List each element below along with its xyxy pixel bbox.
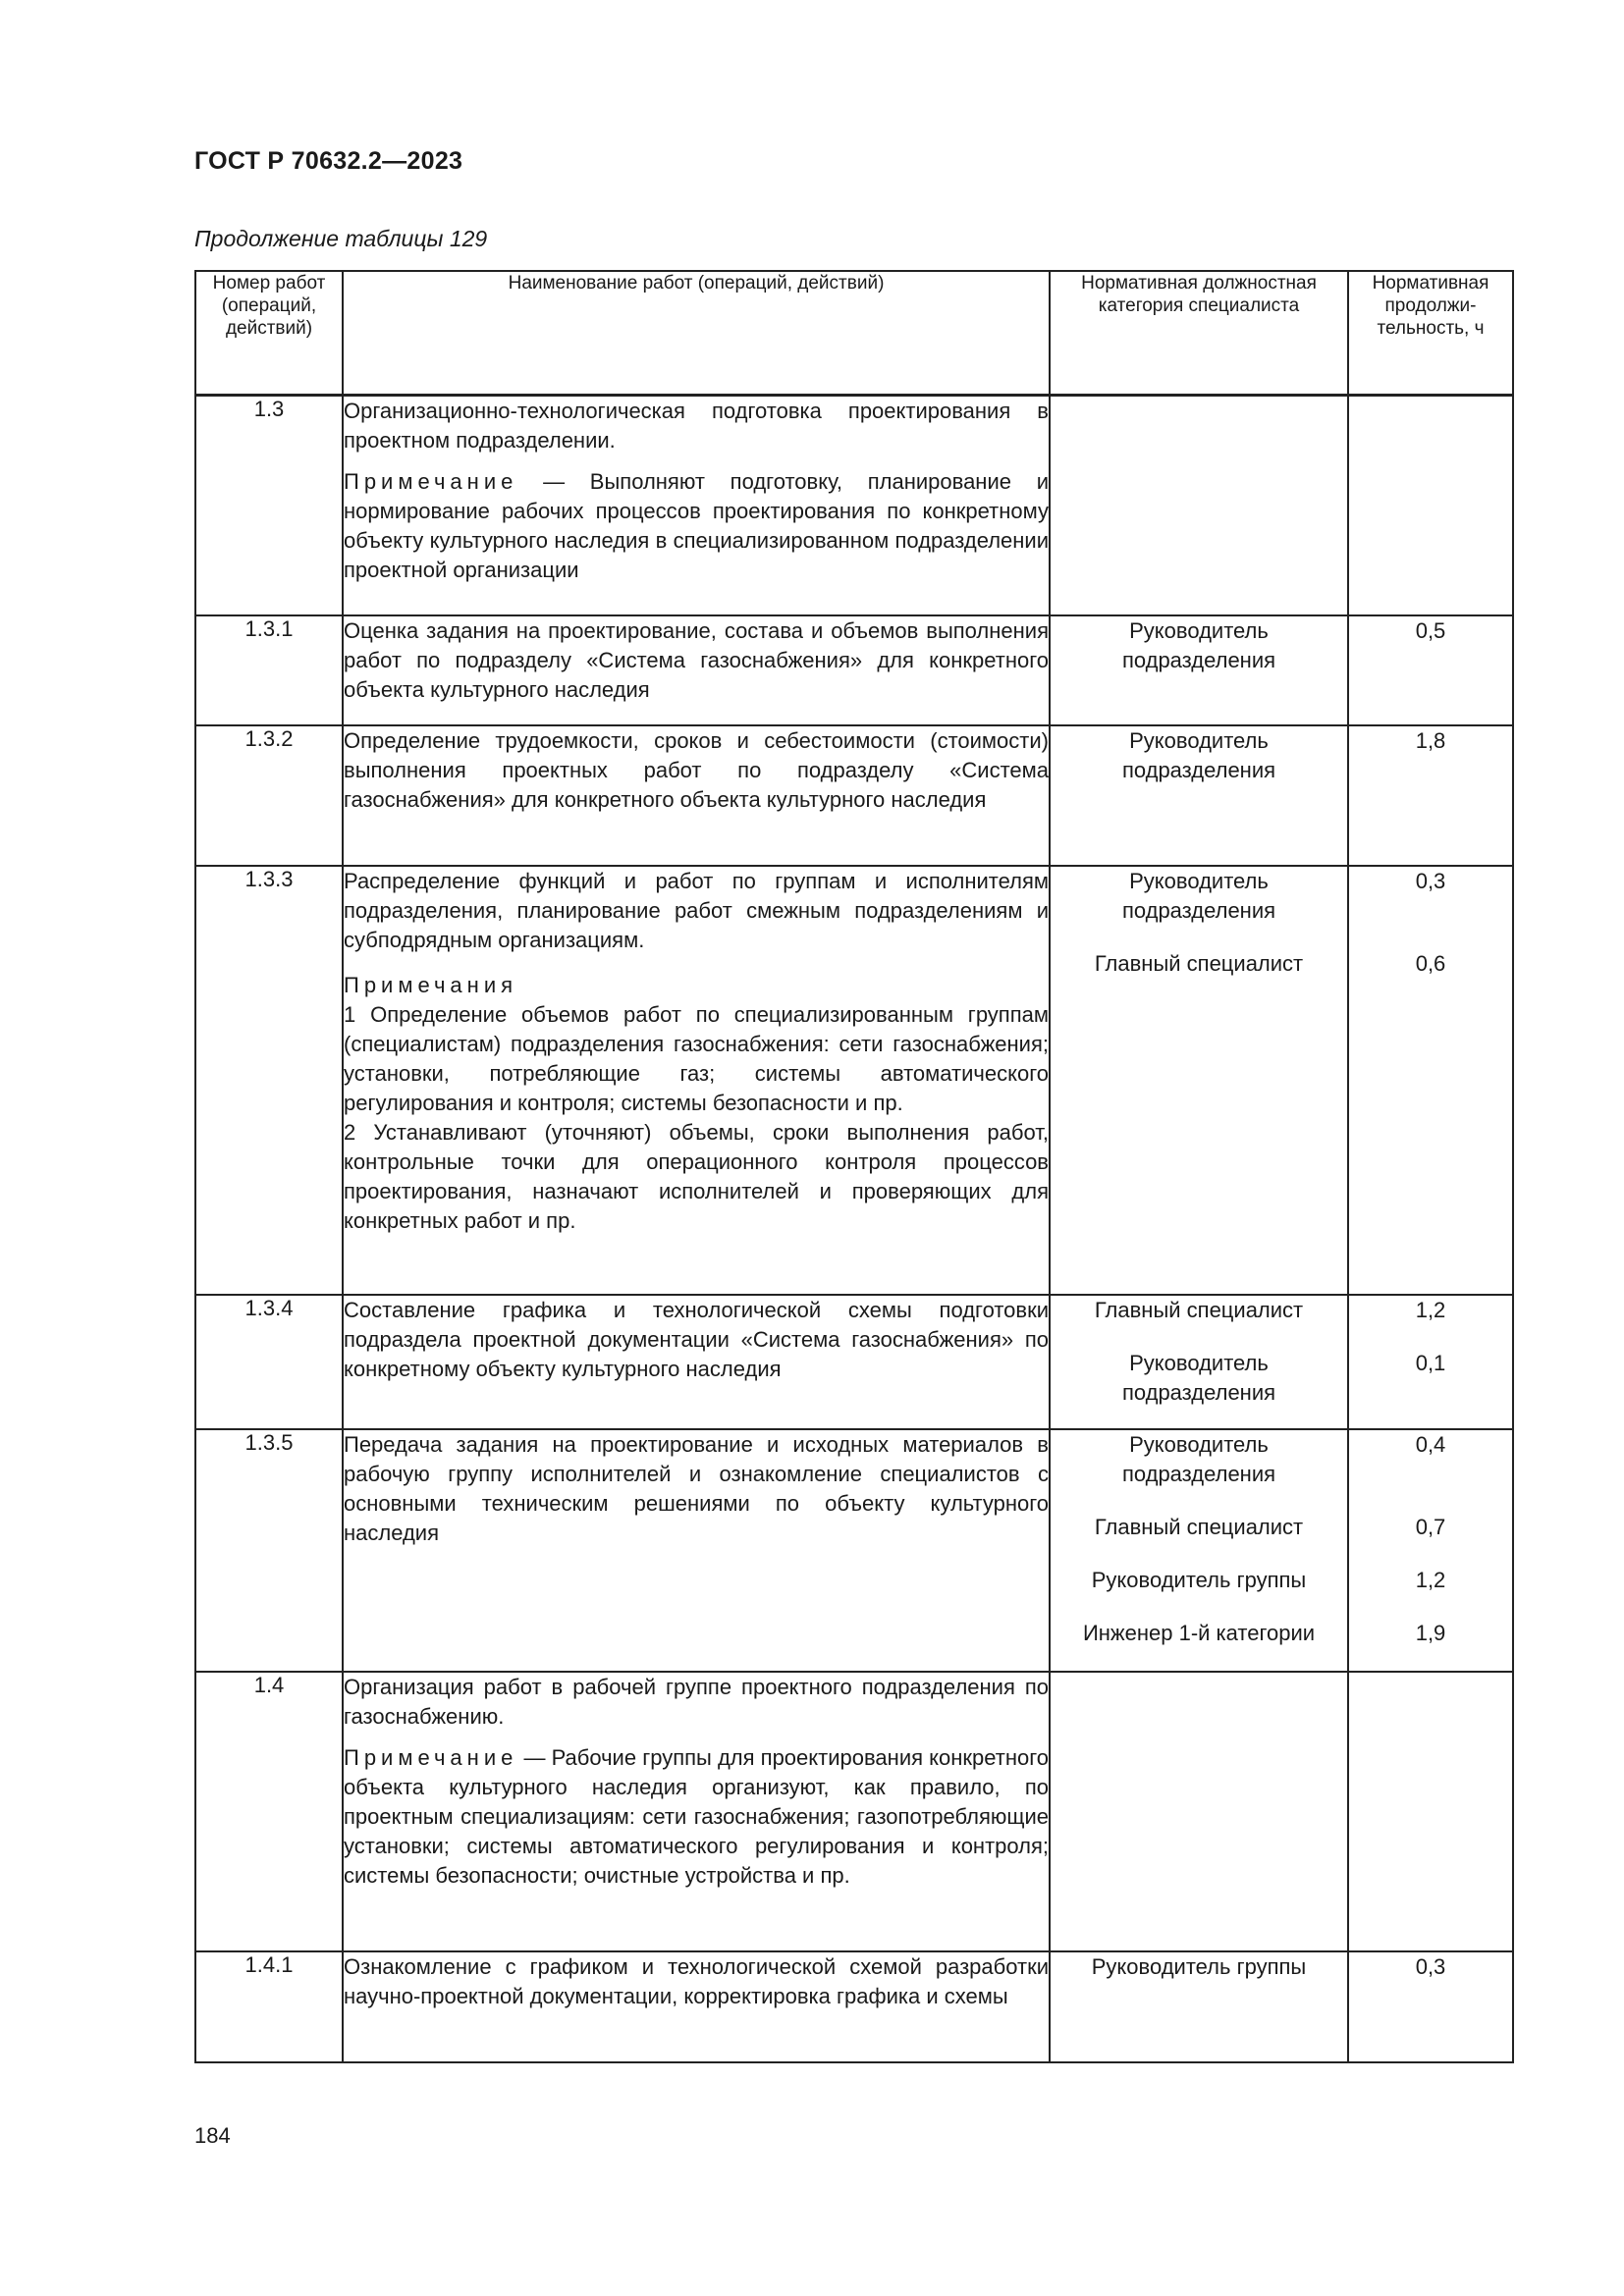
- note-label: Примечание: [344, 469, 518, 494]
- row-position: [1050, 866, 1348, 1295]
- duration-entry: 0,3: [1415, 868, 1446, 893]
- duration-entry: 0,3: [1415, 1953, 1446, 1979]
- row-notes: [344, 971, 1049, 1236]
- table-row: [195, 725, 1513, 866]
- position-entry: Руководитель подразделения: [1121, 868, 1276, 923]
- note-item: 1 Определение объемов работ по специализированным группам (специалистам) подразделения газоснабжения: сети газоснабжения; установки, потребляющие газ; системы автоматического регулирования и контроля; системы безопасности и пр.: [344, 1001, 1049, 1115]
- row-number: 1.3: [195, 396, 343, 615]
- position-entry: Главный специалист: [1094, 950, 1304, 976]
- row-number: 1.4: [195, 1672, 343, 1951]
- duration-entry: 0,1: [1415, 1350, 1446, 1375]
- row-number: 1.3.1: [195, 615, 343, 725]
- row-duration: [1348, 866, 1513, 1295]
- note-item: 2 Устанавливают (уточняют) объемы, сроки выполнения работ, контрольные точки для операционного контроля процессов проектирования, назначают исполнителей и проверяющих для конкретных работ и пр.: [344, 1119, 1049, 1233]
- row-position: [1050, 1429, 1348, 1672]
- row-name: [343, 1672, 1050, 1951]
- duration-entry: 0,7: [1415, 1514, 1446, 1539]
- row-duration: [1348, 1295, 1513, 1429]
- row-number: 1.3.5: [195, 1429, 343, 1672]
- table-row: [195, 1295, 1513, 1429]
- position-entry: Руководитель группы: [1091, 1953, 1307, 1979]
- position-entry: Руководитель подразделения: [1121, 1431, 1276, 1486]
- row-name: [343, 866, 1050, 1295]
- document-code: ГОСТ Р 70632.2—2023: [194, 147, 463, 175]
- row-text: Оценка задания на проектирование, состава и объемов выполнения работ по подразделу «Система газоснабжения» для конкретного объекта культурного наследия: [344, 617, 1049, 702]
- row-number: 1.3.3: [195, 866, 343, 1295]
- row-text: Ознакомление с графиком и технологической схемой разработки научно-проектной документации, корректировка графика и схемы: [344, 1953, 1049, 2008]
- row-name: [343, 1951, 1050, 2062]
- table-row: [195, 615, 1513, 725]
- row-number: 1.3.4: [195, 1295, 343, 1429]
- table-row: [195, 1429, 1513, 1672]
- position-entry: Руководитель подразделения: [1121, 617, 1276, 672]
- row-duration: [1348, 725, 1513, 866]
- row-name: [343, 396, 1050, 615]
- duration-entry: 1,2: [1415, 1297, 1446, 1322]
- note-label: Примечание: [344, 1744, 518, 1770]
- row-position: [1050, 396, 1348, 615]
- work-table: [194, 270, 1514, 2063]
- position-entry: Главный специалист: [1094, 1297, 1304, 1322]
- table-row: [195, 396, 1513, 615]
- row-duration: [1348, 1672, 1513, 1951]
- column-header-position: Нормативная должностная категория специалиста: [1050, 271, 1348, 396]
- note-text: — Рабочие группы для проектирования конкретного объекта культурного наследия организуют, как правило, по проектным специализациям: сети газоснабжения; газопотребляющие установки; системы автоматического регулирования и контроля; системы безопасности; очистные устройства и пр.: [344, 1744, 1049, 1888]
- row-number: 1.3.2: [195, 725, 343, 866]
- row-note: [344, 1743, 1049, 1891]
- duration-entry: 0,4: [1415, 1431, 1446, 1457]
- row-position: [1050, 725, 1348, 866]
- table-row: [195, 866, 1513, 1295]
- duration-entry: 0,6: [1415, 950, 1446, 976]
- row-duration: [1348, 615, 1513, 725]
- position-entry: Руководитель подразделения: [1121, 1350, 1276, 1405]
- position-entry: Главный специалист: [1094, 1514, 1304, 1539]
- row-text: Организация работ в рабочей группе проектного подразделения по газоснабжению.: [344, 1674, 1049, 1729]
- row-name: [343, 1429, 1050, 1672]
- row-text: Распределение функций и работ по группам и исполнителям подразделения, планирование работ смежным подразделениям и субподрядным организациям.: [344, 868, 1049, 952]
- row-text: Передача задания на проектирование и исходных материалов в рабочую группу исполнителей и ознакомление специалистов с основными техническим решениями по объекту культурного наследия: [344, 1431, 1049, 1545]
- notes-label: Примечания: [344, 972, 518, 997]
- position-entry: Руководитель группы: [1091, 1567, 1307, 1592]
- row-name: [343, 725, 1050, 866]
- table-row: [195, 1951, 1513, 2062]
- page-number: 184: [194, 2123, 231, 2148]
- table-header-row: [195, 271, 1513, 396]
- row-duration: [1348, 1951, 1513, 2062]
- table-row: [195, 1672, 1513, 1951]
- duration-entry: 1,9: [1415, 1620, 1446, 1645]
- row-position: [1050, 1295, 1348, 1429]
- row-duration: [1348, 396, 1513, 615]
- row-position: [1050, 1951, 1348, 2062]
- row-number: 1.4.1: [195, 1951, 343, 2062]
- position-entry: Руководитель подразделения: [1121, 727, 1276, 782]
- note-text: — Выполняют подготовку, планирование и нормирование рабочих процессов проектирования по конкретному объекту культурного наследия в специализированном подразделении проектной организации: [344, 469, 1049, 582]
- row-note: [344, 467, 1049, 585]
- row-position: [1050, 615, 1348, 725]
- duration-entry: 1,8: [1415, 727, 1446, 753]
- row-duration: [1348, 1429, 1513, 1672]
- column-header-duration: Нормативная продолжи-тельность, ч: [1348, 271, 1513, 396]
- table-caption: Продолжение таблицы 129: [194, 226, 488, 251]
- row-text: Определение трудоемкости, сроков и себестоимости (стоимости) выполнения проектных работ по подразделу «Система газоснабжения» для конкретного объекта культурного наследия: [344, 727, 1049, 812]
- row-name: [343, 615, 1050, 725]
- row-position: [1050, 1672, 1348, 1951]
- row-text: Организационно-технологическая подготовка проектирования в проектном подразделении.: [344, 399, 1049, 453]
- duration-entry: 1,2: [1415, 1567, 1446, 1592]
- row-text: Составление графика и технологической схемы подготовки подраздела проектной документации «Система газоснабжения» по конкретному объекту культурного наследия: [344, 1297, 1049, 1381]
- column-header-name: Наименование работ (операций, действий): [343, 271, 1050, 396]
- column-header-number: Номер работ (операций, действий): [195, 271, 343, 396]
- position-entry: Инженер 1-й категории: [1082, 1620, 1316, 1645]
- duration-entry: 0,5: [1415, 617, 1446, 643]
- row-name: [343, 1295, 1050, 1429]
